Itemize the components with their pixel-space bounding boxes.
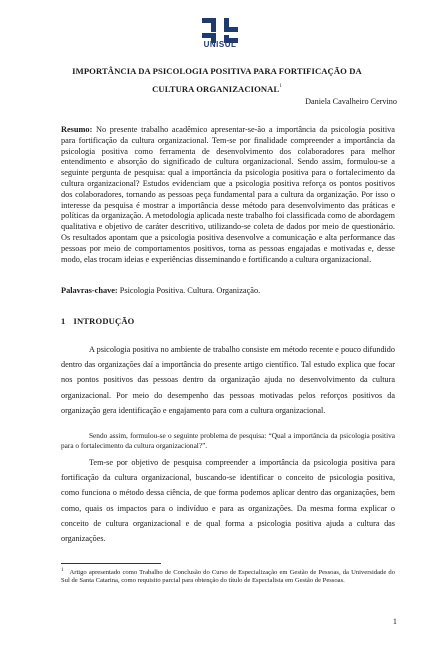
footnote: [61, 567, 395, 586]
author-name: Daniela Cavalheiro Cervino: [305, 97, 397, 106]
keywords-text: Psicologia Positiva. Cultura. Organização.: [117, 286, 261, 295]
footnote-marker: 1: [61, 568, 64, 573]
title-text: IMPORTÂNCIA DA PSICOLOGIA POSITIVA PARA FORTIFICAÇÃO DA CULTURA ORGANIZACIONAL: [72, 66, 362, 94]
body-text-1: [61, 342, 395, 418]
abstract-text: No presente trabalho acadêmico apresentar-se-ão a importância da psicologia positiva para fortificação da cultura organizacional. Tem-se por finalidade compreender a importância da psicologia positiva como ferramenta de desenvolvimento dos colaboradores para melhor entendimento e absorção do significado de cultura organizacional. Sendo assim, formulou-se a seguinte pergunta de pesquisa: qual a importância da psicologia positiva para o fortalecimento da cultura organizacional? Estudos evidenciam que a psicologia positiva reforça os pontos positivos dos colaboradores, tornando as pessoas peça fundamental para a cultura da organização. Por isso o interesse da pesquisa é mostrar a importância desse método para desenvolvimento das práticas e políticas da organização. A metodologia aplicada neste trabalho foi classificada como de abordagem qualitativa e objetivo de caráter descritivo, utilizando-se coleta de dados por meio de questionário. Os resultados apontam que a psicologia positiva desenvolve a comunicação e alta performance das pessoas por meio de comportamentos positivos, torna as pessoas engajadas e motivadas e, desse modo, elas trocam ideias e experiências disseminando e fortificando a cultura organizacional.: [61, 125, 395, 264]
title-footnote-marker: 1: [279, 84, 282, 89]
paragraph: A psicologia positiva no ambiente de trabalho consiste em método recente e pouco difundido dentro das organizações daí a importância do presente artigo científico. Tal estudo explica que focar nos pontos positivos das pessoas dentro da organização ajuda no desenvolvimento da cultura organizacional. Por meio do desempenho das pessoas motivadas pelos reforços positivos da organização gera identificação e engajamento para com a cultura organizacional.: [61, 345, 395, 415]
abstract: [61, 125, 395, 265]
section-title: INTRODUÇÃO: [73, 316, 135, 326]
section-number: 1: [61, 316, 66, 326]
keywords: [61, 286, 395, 296]
abstract-label: Resumo:: [61, 125, 93, 134]
keywords-label: Palavras-chave:: [61, 286, 118, 295]
body-text-2: [61, 455, 395, 546]
paragraph: Tem-se por objetivo de pesquisa compreender a importância da psicologia positiva para fortificação da cultura organizacional, buscando-se identificar o conceito de psicologia positiva, como funciona o método dessa ciência, de que forma podemos aplicar dentro das organizações, bem como, quais os impactos para o indivíduo e para as organizações. Da mesma forma explicar o conceito de cultura organizacional e de qual forma a psicologia positiva ajuda a cultura das organizações.: [61, 458, 395, 544]
document-title: [62, 64, 372, 97]
logo-text: UNISUL: [203, 40, 237, 49]
research-question: Sendo assim, formulou-se o seguinte problema de pesquisa: “Qual a importância da psicologia positiva para o fortalecimento da cultura organizacional?”.: [61, 431, 395, 450]
section-heading: [61, 316, 134, 326]
footnote-text: Artigo apresentado como Trabalho de Conclusão do Curso de Especialização em Gestão de Pessoas, da Universidade do Sul de Santa Catarina, como requisito parcial para obtenção do título de Especialista em Gestão de Pessoas.: [61, 569, 395, 585]
footnote-rule: [61, 563, 161, 564]
page-number: 1: [392, 617, 397, 626]
